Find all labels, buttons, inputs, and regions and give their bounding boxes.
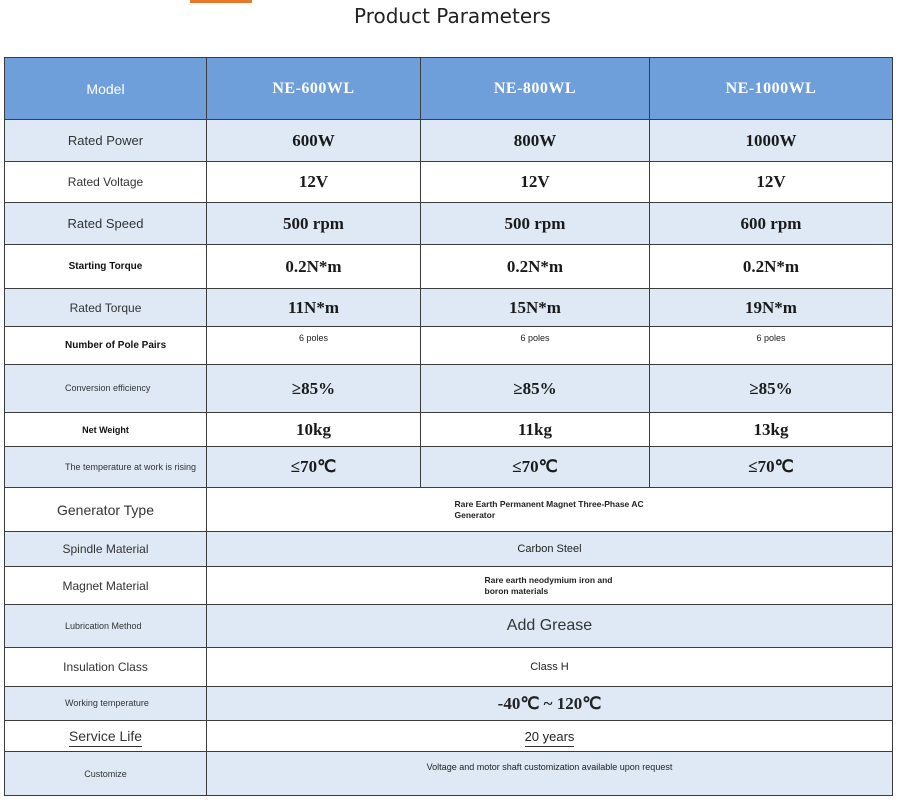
table-row bbox=[5, 289, 893, 327]
page-title: Product Parameters bbox=[354, 4, 551, 28]
cell-value bbox=[207, 488, 893, 532]
cell-value: Add Grease bbox=[207, 605, 893, 648]
header-model-ne1000wl: NE-1000WL bbox=[650, 58, 893, 120]
row-label-lubrication-method: Lubrication Method bbox=[5, 605, 207, 648]
cell-value: 500 rpm bbox=[421, 203, 650, 245]
cell-value: 0.2N*m bbox=[650, 245, 893, 289]
table-row bbox=[5, 488, 893, 532]
table-row bbox=[5, 567, 893, 605]
cell-value: 13kg bbox=[650, 413, 893, 447]
header-model-ne800wl: NE-800WL bbox=[421, 58, 650, 120]
cell-value: Class H bbox=[207, 648, 893, 687]
row-label-service-life-cell bbox=[5, 721, 207, 752]
cell-value: 0.2N*m bbox=[421, 245, 650, 289]
cell-value: 11kg bbox=[421, 413, 650, 447]
row-label-generator-type: Generator Type bbox=[5, 488, 207, 532]
cell-value: 12V bbox=[650, 162, 893, 203]
row-label-rated-torque: Rated Torque bbox=[5, 289, 207, 327]
cell-value: 600W bbox=[207, 120, 421, 162]
service-life-cell bbox=[207, 721, 893, 752]
header-model-ne600wl: NE-600WL bbox=[207, 58, 421, 120]
cell-value: 1000W bbox=[650, 120, 893, 162]
table-header-row bbox=[5, 58, 893, 120]
table-row bbox=[5, 648, 893, 687]
title-accent-bar bbox=[190, 0, 252, 3]
cell-value: 500 rpm bbox=[207, 203, 421, 245]
cell-value: 10kg bbox=[207, 413, 421, 447]
product-parameters-table bbox=[4, 57, 893, 796]
cell-value: ≤70℃ bbox=[421, 447, 650, 488]
row-label-rated-power: Rated Power bbox=[5, 120, 207, 162]
table-row bbox=[5, 162, 893, 203]
row-label-conversion-efficiency: Conversion efficiency bbox=[5, 365, 207, 413]
row-label-rated-speed: Rated Speed bbox=[5, 203, 207, 245]
row-label-net-weight: Net Weight bbox=[5, 413, 207, 447]
table-row bbox=[5, 447, 893, 488]
cell-value: 12V bbox=[421, 162, 650, 203]
cell-value: 19N*m bbox=[650, 289, 893, 327]
table-row bbox=[5, 532, 893, 567]
cell-value: ≥85% bbox=[650, 365, 893, 413]
cell-value: ≥85% bbox=[421, 365, 650, 413]
table-row bbox=[5, 203, 893, 245]
table-row bbox=[5, 413, 893, 447]
row-label-spindle-material: Spindle Material bbox=[5, 532, 207, 567]
table-row bbox=[5, 687, 893, 721]
row-label-starting-torque: Starting Torque bbox=[5, 245, 207, 289]
row-label-service-life: Service Life bbox=[69, 728, 142, 747]
row-label-pole-pairs: Number of Pole Pairs bbox=[5, 327, 207, 365]
table-row bbox=[5, 721, 893, 752]
service-life-value: 20 years bbox=[525, 729, 575, 747]
cell-value: 0.2N*m bbox=[207, 245, 421, 289]
table-row bbox=[5, 327, 893, 365]
header-model-label: Model bbox=[5, 58, 207, 120]
cell-value: 6 poles bbox=[650, 327, 893, 365]
table-row bbox=[5, 605, 893, 648]
table-row bbox=[5, 245, 893, 289]
table-row bbox=[5, 752, 893, 796]
cell-value: 6 poles bbox=[207, 327, 421, 365]
cell-value: 12V bbox=[207, 162, 421, 203]
row-label-customize: Customize bbox=[5, 752, 207, 796]
cell-value: ≤70℃ bbox=[207, 447, 421, 488]
table-row bbox=[5, 365, 893, 413]
cell-value: ≤70℃ bbox=[650, 447, 893, 488]
cell-value: 11N*m bbox=[207, 289, 421, 327]
cell-value: 800W bbox=[421, 120, 650, 162]
row-label-temperature-rise: The temperature at work is rising bbox=[5, 447, 207, 488]
cell-value: Carbon Steel bbox=[207, 532, 893, 567]
cell-value: ≥85% bbox=[207, 365, 421, 413]
cell-value bbox=[207, 567, 893, 605]
row-label-working-temperature: Working temperature bbox=[5, 687, 207, 721]
generator-type-text: Rare Earth Permanent Magnet Three-Phase AC Generator bbox=[454, 498, 644, 520]
row-label-insulation-class: Insulation Class bbox=[5, 648, 207, 687]
magnet-material-text: Rare earth neodymium iron and boron materials bbox=[484, 574, 613, 596]
cell-value: 600 rpm bbox=[650, 203, 893, 245]
cell-value: Voltage and motor shaft customization available upon request bbox=[207, 752, 893, 796]
cell-value: 15N*m bbox=[421, 289, 650, 327]
row-label-magnet-material: Magnet Material bbox=[5, 567, 207, 605]
cell-value: 6 poles bbox=[421, 327, 650, 365]
cell-value: -40℃ ~ 120℃ bbox=[207, 687, 893, 721]
row-label-rated-voltage: Rated Voltage bbox=[5, 162, 207, 203]
table-row bbox=[5, 120, 893, 162]
